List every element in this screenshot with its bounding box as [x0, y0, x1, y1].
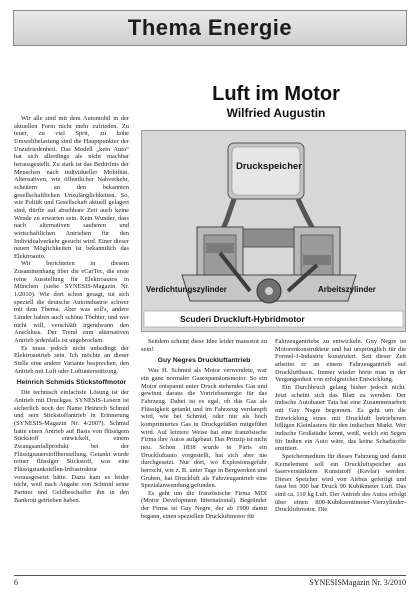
- paragraph: Was H. Schmid als Motor verwendete, war ein ganz normaler Gasexpansionsmotor. So ein Motor entspannt unter Druck stehendes Gas und gewinnt daraus die Vortriebsenergie für das Fahrzeug. Dabei ist es egal, ob das Gas als Flüssigkeit getankt und im Fahrzeug verdampft wird, wie bei Schmid, oder nur als hoch komprimiertes Gas in Druckgefäßen mitgeführt wird. Auf letztere Weise hat eine französische Firma ihre Autos aufgebaut. Das Prinzip ist nicht neu. Schon 1838 wurde in Paris ein Druckluftauto vorgestellt, hat sich aber nie durchgesetzt. Nur dort, wo Explosionsgefahr herrscht, wie z. B. unter Tage in Bergwerken und Gruben, hat Druckluft als Fahrzeugantrieb eine Spezialanwendung gefunden.: [141, 367, 267, 490]
- page-number: 6: [14, 578, 18, 587]
- label-arbeitszylinder: Arbeitszylinder: [318, 285, 376, 294]
- text-column-3: [275, 338, 406, 568]
- section-banner: [13, 10, 407, 46]
- paragraph: Speichermedium für dieses Fahrzeug und damit Kernelement soll ein Druckluftspeicher aus faserverstärktem Kunststoff (Kevlar) werden. Dieser Speicher wird von Airbus gefertigt und fasst bei 300 bar Druck 90 Kubikmeter Luft. Das sind ca. 110 kg Luft. Der Antrieb des Autos erfolgt über einen 800-Kubikzentimeter-Vierzylinder-Druckluftmotor. Die: [275, 452, 406, 514]
- paragraph: Fahrzeugantriebe zu entwickeln. Guy Negre ist Motorenkonstrukteur und hat ursprünglich für die Formel-1-Industrie konstruiert. Seit dieser Zeit arbeitet er an einem Fahrzeugantrieb auf Druckluftbasis. Immer wieder hörte man in der Vergangenheit von erfolgreicher Entwicklung.: [275, 338, 406, 384]
- section-heading: Guy Negres Druckluftantrieb: [157, 357, 251, 365]
- magazine-issue: SYNESISMagazin Nr. 3/2010: [309, 578, 406, 587]
- engine-figure: [141, 130, 406, 332]
- article-author: Wilfried Augustin: [226, 106, 326, 120]
- section-heading: Heinrich Schmids Stickstoffmotor: [16, 379, 127, 387]
- paragraph: Die technisch einfachste Lösung ist der Antrieb mit Druckgas. SYNESIS-Lesern ist sicherlich noch der Name Heinrich Schmid und sein Stickstoffantrieb in Erinnerung (SYNESIS-Magazin Nr. 4/2007). Schmid hatte einen Antrieb auf Basis von flüssigem Stickstoff entwickelt, einem Zwangsanfallprodukt bei der Flüssigsauerstoffherstellung. Getankt wurde reiner flüssiger Stickstoff, was eine Flüssigstankstellen-Infrastruktur vorausgesetzt hätte. Dazu kam es leider nicht, weil nach Angabe von Schmid seine Partner und Geldbeschaffer ihn in den Bankrott getrieben haben.: [14, 389, 129, 504]
- paragraph: Seitdem scheint diese Idee leider mausetot zu sein!: [141, 338, 267, 353]
- text-column-1: [14, 115, 129, 565]
- paragraph: Wir alle sind mit dem Automobil in der aktuellen Form nicht mehr zufrieden. Zu teuer, zu viel Sprit, zu hohe Umweltbelastung sind die Hauptpunkter der Unzufriedenheit. Das Modell „kein Auto“ hat sich allerdings als nicht machbar herausgestellt. Zu stark ist das Bedürfnis der Menschen nach individueller Mobilität. Alternativen, wie öffentlicher Nahverkehr, scheitern an den bekannten gesellschaftlichen Unzulänglichkeiten. So, wie Politik und Gesellschaft aktuell gelagert sind, dürfte auf absehbare Zeit auch keine Wende zu erwarten sein. Kein Wunder, dass nach alternativen sauberen und wirtschaftlichen Antrieben für den Individualverkehr gesucht wird. Einer dieser neuen Möglichkeiten ist bekanntlich das Elektroauto.: [14, 115, 129, 260]
- label-druckspeicher: Druckspeicher: [236, 161, 303, 172]
- paragraph: Es geht um die französische Firma MDI (Motor Development International). Begründer der Firma ist Guy Negre, der ab 1990 damit begann, einen speziellen Druckluftmotor für: [141, 489, 267, 520]
- article-title: Luft im Motor: [212, 83, 340, 105]
- footer-divider: [14, 575, 406, 576]
- section-title: Thema Energie: [127, 15, 293, 40]
- paragraph: Es muss jedoch nicht unbedingt der Elektroantrieb sein. Ich möchte an dieser Stelle eine andere Variante besprechen, den Antrieb mit Luft oder Luftunterstützung.: [14, 344, 129, 375]
- label-verdichtungszylinder: Verdichtungszylinder: [146, 285, 227, 294]
- paragraph: Ein Durchbruch gelang bisher jedoch nicht. Jetzt scheint sich das Blatt zu wenden. Der indische Autobauer Tata hat eine Zusammenarbeit mit Guy Negre begonnen. Es geht um die Entwicklung eines mit Druckluft betriebenen billigen Kleinlasters für den indischen Markt. Wer indische Großstädte kennt, weiß, welch ein Segen für Indien ein Auto wäre, das keine Schadstoffe emittiert.: [275, 383, 406, 453]
- text-column-2: [141, 338, 267, 568]
- paragraph: Wir berichteten in diesem Zusammenhang über die eCarTec, die erste reine Ausstellung für Elektroautos in München (siehe SYNESIS-Magazin Nr. 1/2010). Wie dort schon gesagt, tut sich speziell die deutsche Autoindustrie schwer mit dem Thema. Aber was soll's, andere Länder haben auch schöne Töchter, und wer nicht will, verschläft irgendwann den Anschluss. Der Trend zum alternativen Antrieb jedenfalls ist ungebrochen.: [14, 260, 129, 345]
- figure-caption: Scuderi Druckluft-Hybridmotor: [180, 314, 305, 324]
